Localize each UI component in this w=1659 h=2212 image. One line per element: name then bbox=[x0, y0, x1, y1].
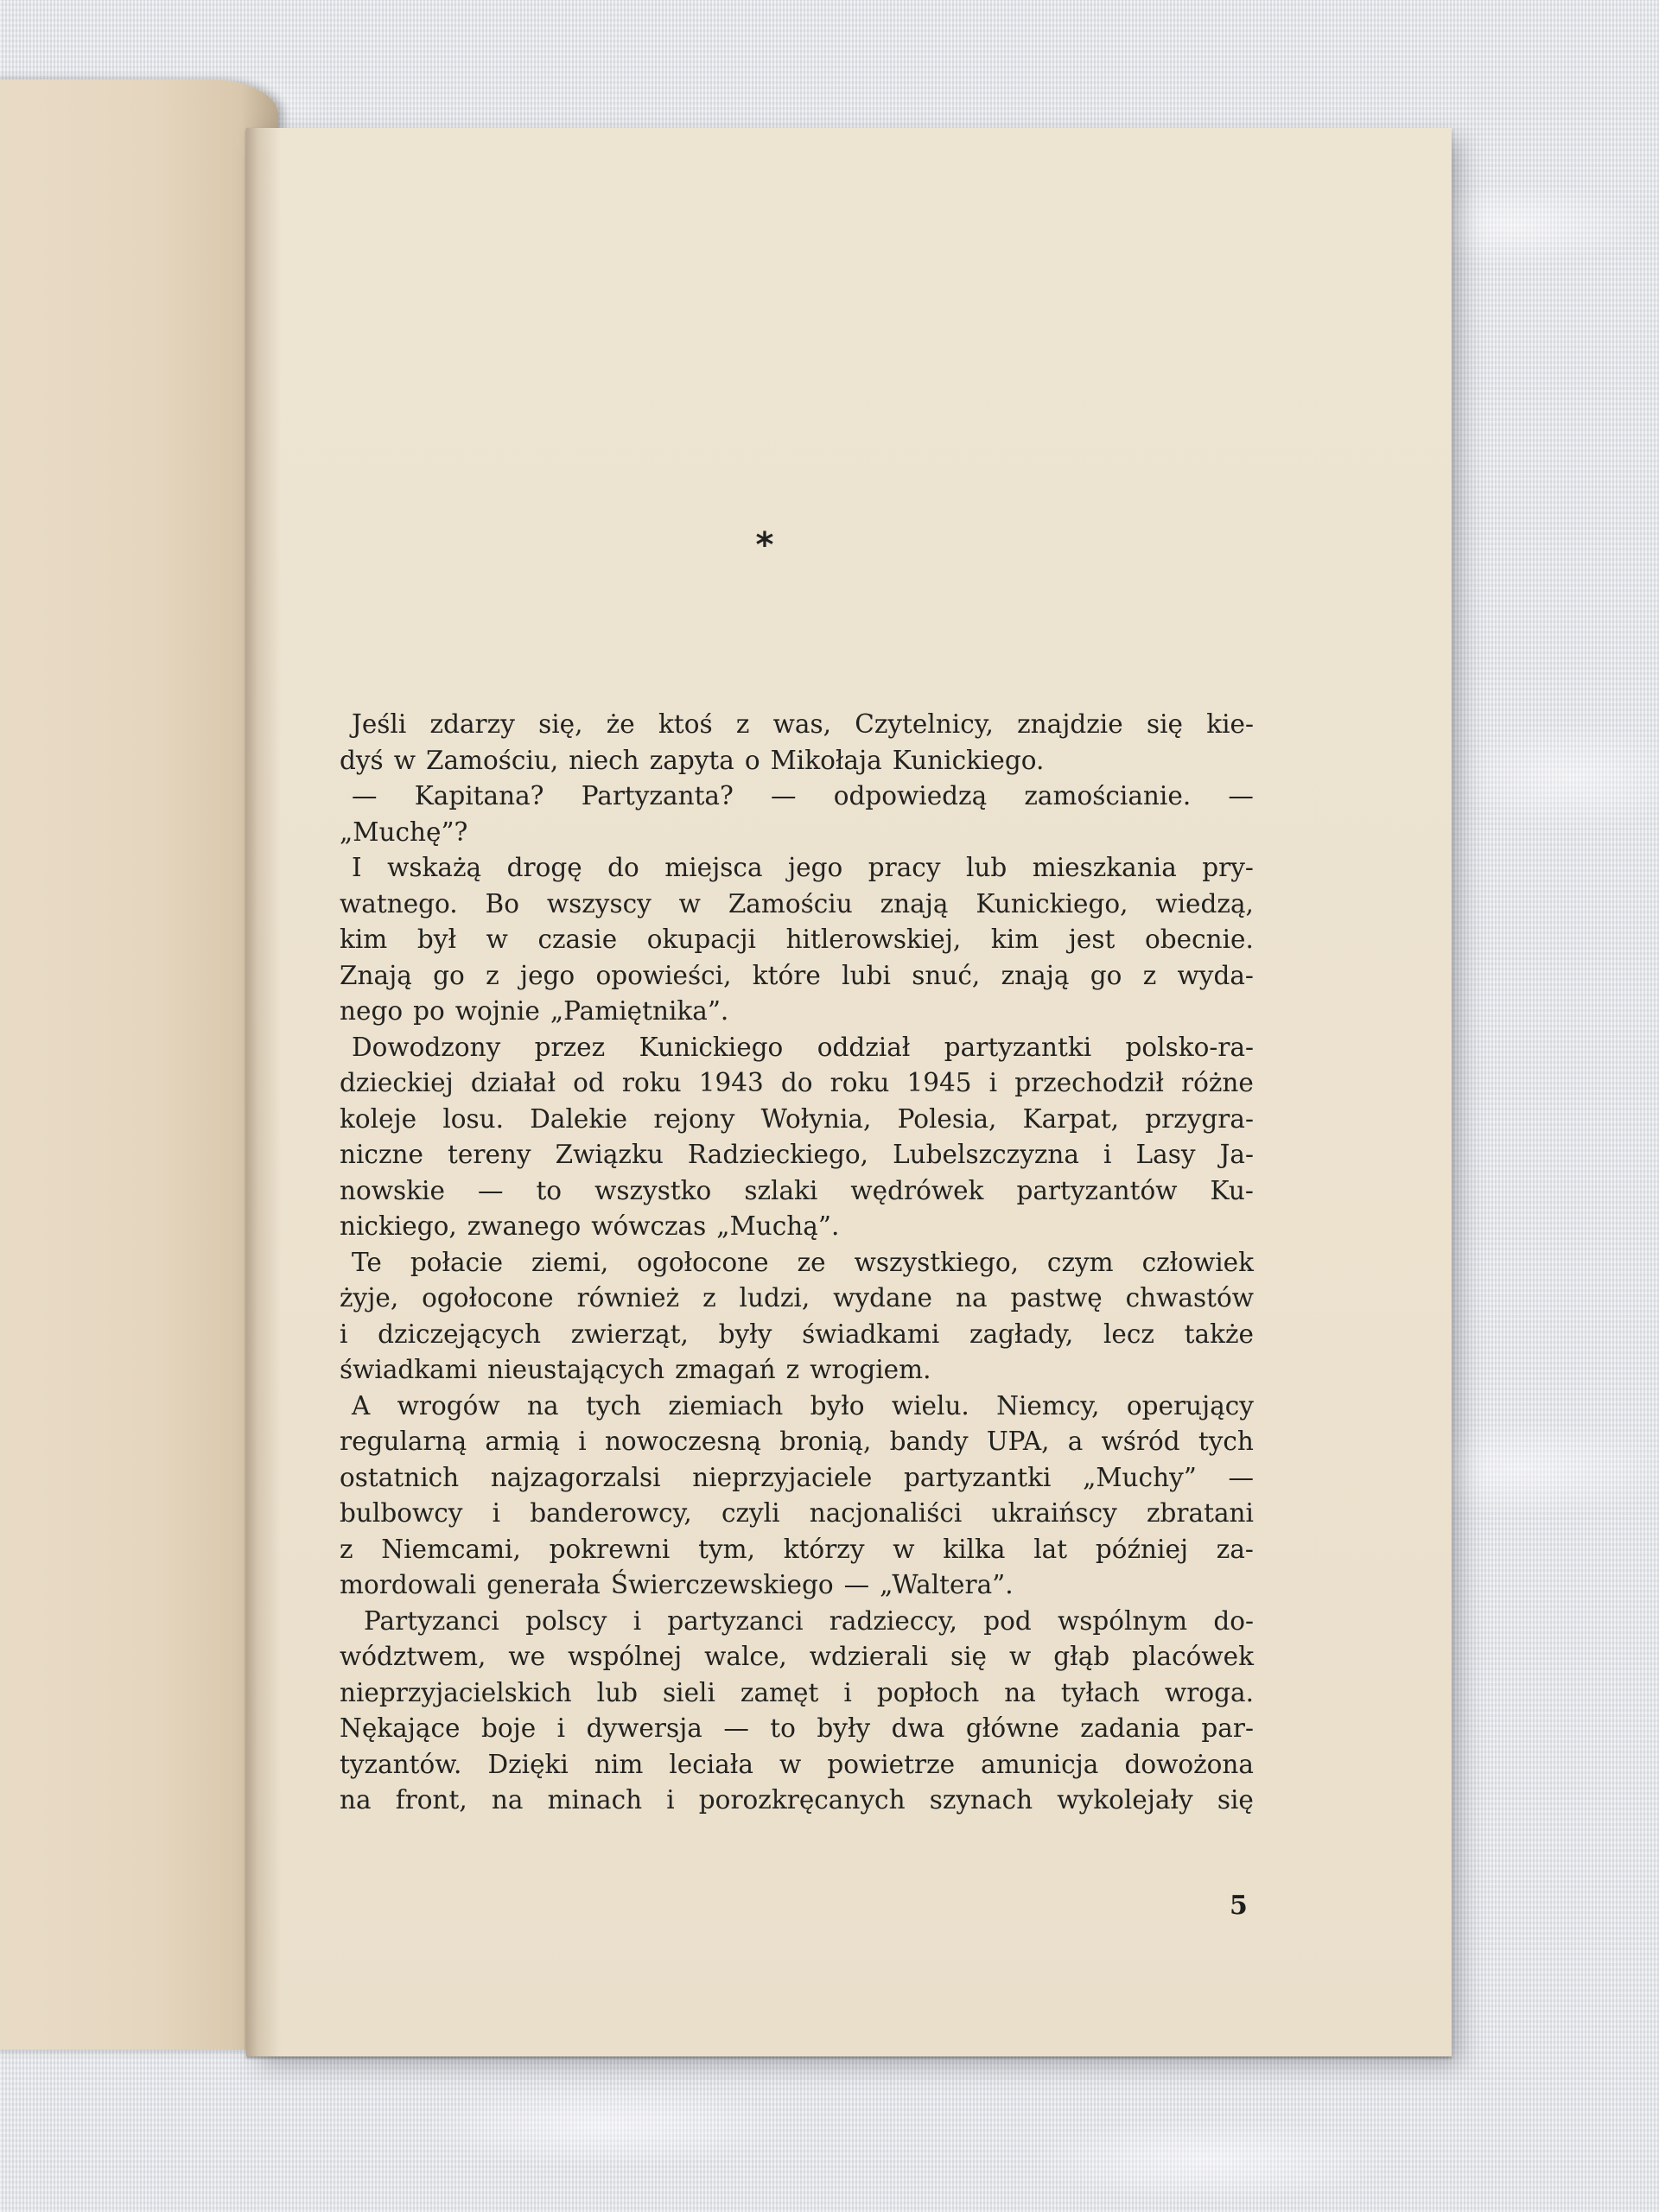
text-line: Dowodzony przez Kunickiego oddział partyzantki polsko-ra- bbox=[352, 1032, 1254, 1062]
section-ornament: * bbox=[755, 525, 774, 565]
page-number: 5 bbox=[1230, 1891, 1248, 1921]
text-line: dzieckiej działał od roku 1943 do roku 1945 i przechodził różne bbox=[340, 1068, 1254, 1097]
text-line: Jeśli zdarzy się, że ktoś z was, Czytelnicy, znajdzie się kie- bbox=[352, 709, 1254, 739]
text-line: bulbowcy i banderowcy, czyli nacjonaliści ukraińscy zbratani bbox=[340, 1498, 1254, 1528]
text-line: nowskie — to wszystko szlaki wędrówek partyzantów Ku- bbox=[340, 1175, 1254, 1205]
body-text bbox=[340, 707, 1254, 1819]
text-line: regularną armią i nowoczesną bronią, bandy UPA, a wśród tych bbox=[340, 1427, 1254, 1456]
left-page bbox=[0, 79, 278, 2050]
text-line: nieprzyjacielskich lub sieli zamęt i popłoch na tyłach wroga. bbox=[340, 1677, 1254, 1707]
text-line: I wskażą drogę do miejsca jego pracy lub mieszkania pry- bbox=[352, 853, 1254, 882]
text-line: — Kapitana? Partyzanta? — odpowiedzą zamościanie. — bbox=[352, 781, 1254, 810]
text-line: Nękające boje i dywersja — to były dwa główne zadania par- bbox=[340, 1713, 1254, 1743]
text-line: tyzantów. Dzięki nim leciała w powietrze amunicja dowożona bbox=[340, 1749, 1254, 1779]
text-line: Znają go z jego opowieści, które lubi snuć, znają go z wyda- bbox=[340, 960, 1254, 990]
text-line: na front, na minach i porozkręcanych szynach wykolejały się bbox=[340, 1785, 1254, 1815]
text-line: nego po wojnie „Pamiętnika”. bbox=[340, 996, 729, 1026]
text-line: niczne tereny Związku Radzieckiego, Lubelszczyzna i Lasy Ja- bbox=[340, 1140, 1254, 1169]
text-line: A wrogów na tych ziemiach było wielu. Niemcy, operujący bbox=[352, 1390, 1254, 1421]
text-line: mordowali generała Świerczewskiego — „Waltera”. bbox=[340, 1570, 1014, 1599]
text-line: żyje, ogołocone również z ludzi, wydane na pastwę chwastów bbox=[340, 1283, 1254, 1313]
text-line: Partyzanci polscy i partyzanci radzieccy, pod wspólnym do- bbox=[364, 1605, 1254, 1636]
text-line: Te połacie ziemi, ogołocone ze wszystkiego, czym człowiek bbox=[352, 1247, 1254, 1277]
text-line: dyś w Zamościu, niech zapyta o Mikołaja Kunickiego. bbox=[340, 745, 1045, 775]
text-line: watnego. Bo wszyscy w Zamościu znają Kunickiego, wiedzą, bbox=[340, 888, 1254, 918]
text-line: świadkami nieustających zmagań z wrogiem. bbox=[340, 1355, 931, 1384]
text-line: koleje losu. Dalekie rejony Wołynia, Polesia, Karpat, przygra- bbox=[340, 1103, 1254, 1134]
text-line: kim był w czasie okupacji hitlerowskiej, kim jest obecnie. bbox=[340, 925, 1254, 954]
text-line: wództwem, we wspólnej walce, wdzierali się w głąb placówek bbox=[340, 1642, 1254, 1671]
text-line: ostatnich najzagorzalsi nieprzyjaciele partyzantki „Muchy” — bbox=[340, 1462, 1254, 1492]
right-page bbox=[246, 128, 1452, 2056]
text-line: z Niemcami, pokrewni tym, którzy w kilka lat później za- bbox=[340, 1534, 1254, 1564]
text-line: nickiego, zwanego wówczas „Muchą”. bbox=[340, 1211, 840, 1241]
text-line: „Muchę”? bbox=[340, 817, 468, 847]
text-line: i dziczejących zwierząt, były świadkami zagłady, lecz także bbox=[340, 1319, 1254, 1349]
